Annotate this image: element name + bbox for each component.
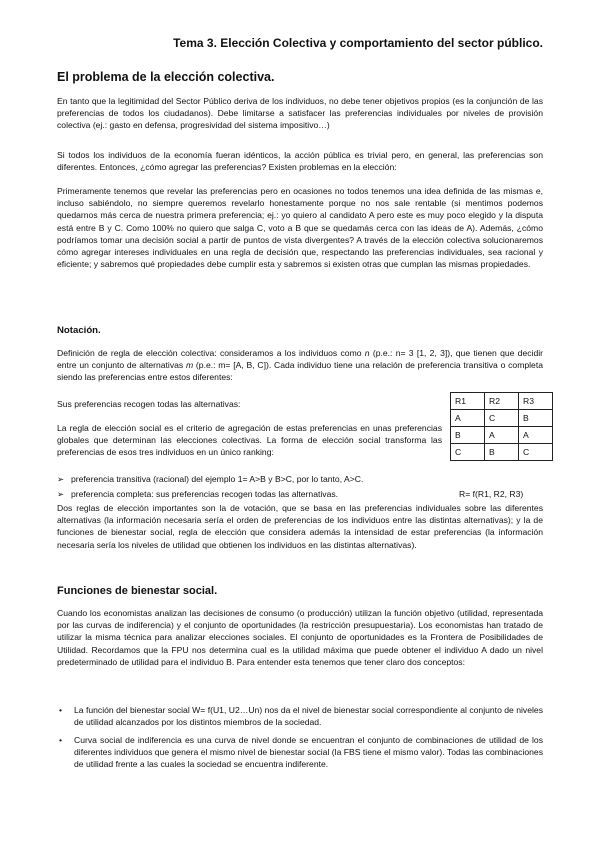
aggregation-formula: R= f(R1, R2, R3) xyxy=(459,489,524,499)
table-cell: B xyxy=(485,444,519,461)
table-cell: A xyxy=(451,410,485,427)
table-row xyxy=(451,444,553,461)
list-item-indifference-curve: • Curva social de indiferencia es una curva de nivel donde se encuentran el conjunto de combinaciones de utilidad de los diferentes individuos que genera el mismo nivel de bienestar social (la FBS tiene el mismo valor). Todas las combinaciones de utilidad frente a las cuales la sociedad se encuentra indiferente. xyxy=(59,735,543,770)
paragraph-reveal-preferences: Primeramente tenemos que revelar las preferencias pero en ocasiones no todos tenemos una idea definida de las mismas e, incluso sabiéndolo, no siempre queremos revelarlo honestamente porque no nos sale rentable (si mentimos podemos quedarnos más cerca de nuestra primera preferencia; ej.: yo quiero al candidato A pero este es muy poco elegido y la disputa está entre B y C. Como 100% no quiero que salga C, voto a B que se quedamás cerca con las ideas de A). Además, ¿cómo podríamos tomar una decisión social a partir de puntos de vista divergentes? A través de la elección colectiva solucionaremos cómo agregar intereses individuales en una regla de decisión que, respectando las preferencias individuales, sea racional y eficiente; y sabremos qué propiedades debe cumplir esta y sabremos si existen otras que cumplan las mismas propiedades. xyxy=(57,186,543,270)
paragraph-identical-individuals: Si todos los individuos de la economía fueran idénticos, la acción pública es trivial pero, en general, las preferencias son diferentes. Entonces, ¿cómo agregar las preferencias? Existen problemas en la elección: xyxy=(57,150,543,173)
paragraph-social-choice-rule: La regla de elección social es el criterio de agregación de estas preferencias en unas preferencias globales que determinan las elecciones colectivas. La forma de elección social transforma las preferencias de esos tres individuos en un único ranking: xyxy=(57,423,442,458)
table-header-row xyxy=(451,393,553,410)
table-cell: C xyxy=(451,444,485,461)
preference-table xyxy=(450,392,553,461)
table-header-cell: R1 xyxy=(451,393,485,410)
table-row xyxy=(451,427,553,444)
table-row xyxy=(451,410,553,427)
paragraph-all-alternatives: Sus preferencias recogen todas las alternativas: xyxy=(57,399,241,409)
bullet-icon: • xyxy=(59,705,63,715)
arrow-list-item-transitive: ➢ preferencia transitiva (racional) del ejemplo 1= A>B y B>C, por lo tanto, A>C. xyxy=(57,474,364,484)
list-item-welfare-function: • La función del bienestar social W= f(U1, U2…Un) nos da el nivel de bienestar social correspondiente al conjunto de niveles de utilidad alcanzados por los distintos miembros de la sociedad. xyxy=(59,705,543,728)
arrow-list-item-complete: ➢ preferencia completa: sus preferencias recogen todas las alternativas. xyxy=(57,489,339,499)
page-header: Tema 3. Elección Colectiva y comportamiento del sector público. xyxy=(173,36,543,50)
paragraph-definition: Definición de regla de elección colectiva: consideramos a los individuos como n (p.e.: n= 3 [1, 2, 3]), que tienen que decidir entre un conjunto de alternativas m (p.e.: m= [A, B, C]). Cada individuo tiene una relación de preferencia transitiva o completa siendo las preferencias entre estos diferentes: xyxy=(57,348,543,383)
paragraph-economists: Cuando los economistas analizan las decisiones de consumo (o producción) utilizan la función objetivo (utilidad, representada por las curvas de indiferencia) y el conjunto de oportunidades (la restricción presupuestaria). Los economistas han tratado de utilizar la misma técnica para analizar elecciones sociales. El conjunto de oportunidades es la Frontera de Posibilidades de Utilidad. Recordamos que la FPU nos determina cual es la utilidad máxima que puede obtener el individuo A dado un nivel predeterminado de utilidad para el individuo B. Para entender esta tenemos que tener claro dos conceptos: xyxy=(57,608,543,667)
bullet-icon: • xyxy=(59,735,63,745)
table-cell: A xyxy=(485,427,519,444)
section-heading-collective-choice: El problema de la elección colectiva. xyxy=(57,70,275,84)
table-cell: A xyxy=(519,427,553,444)
arrow-bullet-icon: ➢ xyxy=(57,489,65,499)
paragraph-legitimacy: En tanto que la legitimidad del Sector Público deriva de los individuos, no debe tener objetivos propios (es la conjunción de las preferencias de todos los ciudadanos). Debe limitarse a satisfacer las preferencias individuales por niveles de provisión colectiva (ej.: gasto en defensa, progresividad del sistema impositivo…) xyxy=(57,96,543,131)
table-cell: B xyxy=(519,410,553,427)
table-cell: B xyxy=(451,427,485,444)
table-cell: C xyxy=(519,444,553,461)
section-heading-welfare-functions: Funciones de bienestar social. xyxy=(57,585,218,597)
notation-heading: Notación. xyxy=(57,325,101,336)
paragraph-two-rules: Dos reglas de elección importantes son la de votación, que se basa en las preferencias individuales sobre las diferentes alternativas (la información necesaria sería el orden de preferencias de los individuos entre las distintas alternativas); y la de funciones de bienestar social, regla de elección que considera además la intensidad de estar preferencias (la información necesaria sería los niveles de utilidad que obtienen los individuos en las distintas alternativas). xyxy=(57,503,543,550)
table-header-cell: R2 xyxy=(485,393,519,410)
table-header-cell: R3 xyxy=(519,393,553,410)
arrow-bullet-icon: ➢ xyxy=(57,474,65,484)
table-cell: C xyxy=(485,410,519,427)
